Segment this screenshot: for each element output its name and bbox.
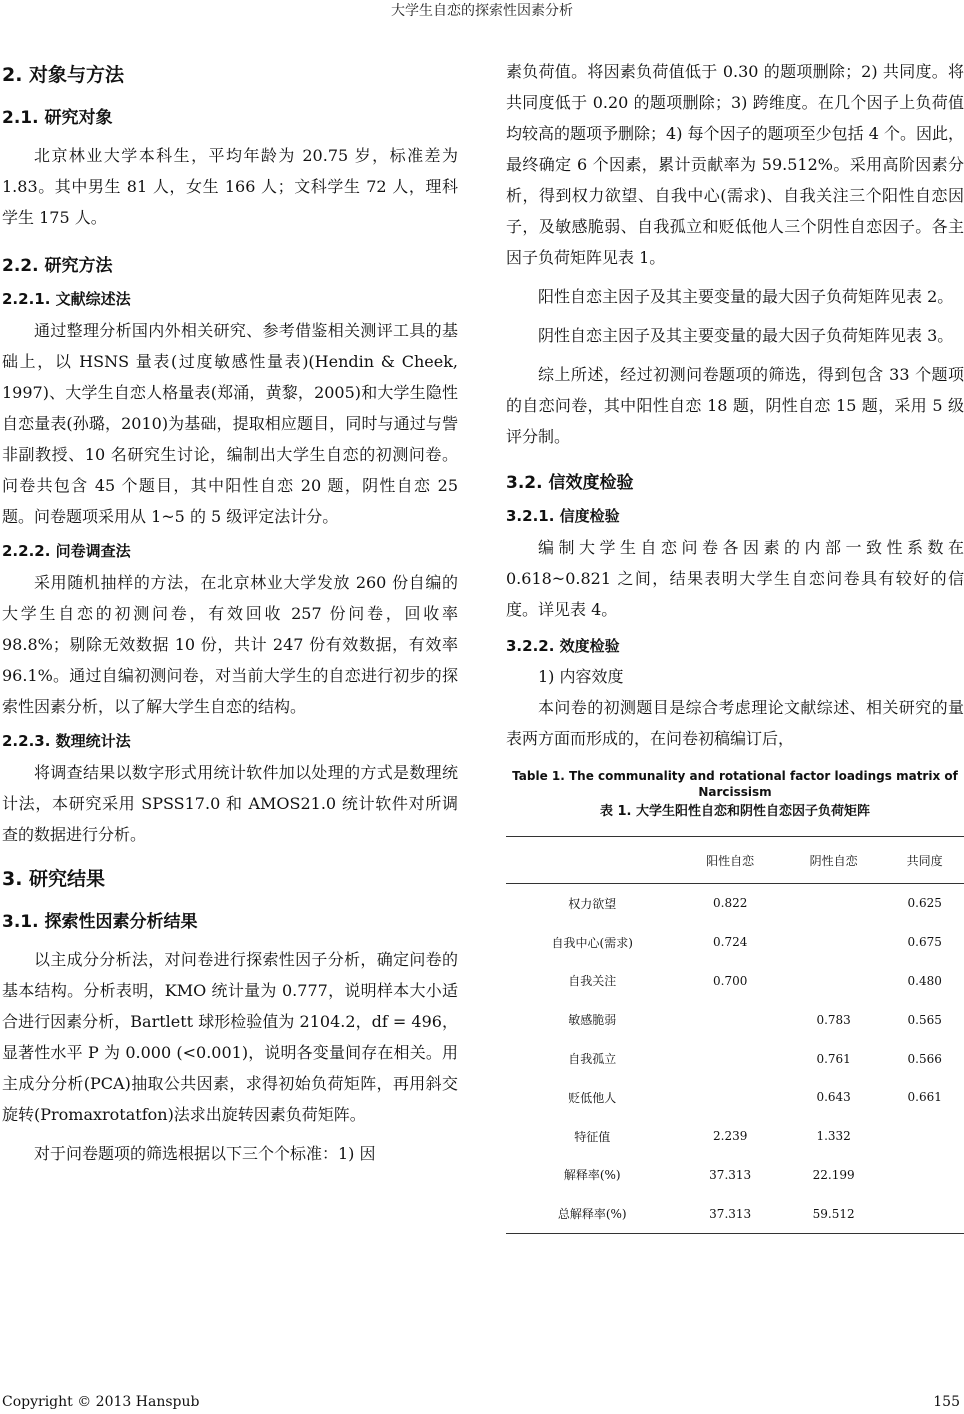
paragraph: 本问卷的初测题目是综合考虑理论文献综述、相关研究的量表两方面而形成的，在问卷初稿编订后， xyxy=(506,698,964,748)
table-cell: 0.565 xyxy=(907,1012,942,1027)
table-row-label: 自我关注 xyxy=(568,974,617,989)
table-row-label: 权力欲望 xyxy=(568,896,617,911)
section-3-2-2-heading: 3.2.2. 效度检验 xyxy=(506,637,620,655)
paragraph: 阴性自恋主因子及其主要变量的最大因子负荷矩阵见表 3。 xyxy=(538,326,954,345)
left-column xyxy=(2,56,458,1177)
table-row xyxy=(506,962,964,1001)
paragraph: 素负荷值。将因素负荷值低于 0.30 的题项删除；2) 共同度。将共同度低于 0.20 的题项删除；3) 跨维度。在几个因子上负荷值均较高的题项予删除；4) 每个因子的题项至少包括 4 个。因此，最终确定 6 个因素，累计贡献率为 59.512%。采用高阶因素分析，得到权力欲望、自我中心(需求)、自我关注三个阳性自恋因子，及敏感脆弱、自我孤立和贬低他人三个阴性自恋因子。各主因子负荷矩阵见表 1。 xyxy=(506,62,964,267)
table-caption-en: Table 1. The communality and rotational factor loadings matrix of Narcissism xyxy=(512,769,958,799)
table-row xyxy=(506,884,964,923)
table-cell: 2.239 xyxy=(713,1129,748,1144)
table-cell xyxy=(678,1039,781,1078)
table-cell: 37.313 xyxy=(709,1167,752,1182)
table-cell: 22.199 xyxy=(812,1167,855,1182)
table-row-label: 贬低他人 xyxy=(568,1090,617,1105)
table-cell xyxy=(678,1000,781,1039)
paragraph: 北京林业大学本科生，平均年龄为 20.75 岁，标准差为 1.83。其中男生 81 人，女生 166 人；文科学生 72 人，理科学生 175 人。 xyxy=(2,146,458,227)
table-row-label: 总解释率(%) xyxy=(506,1194,678,1233)
table-cell xyxy=(678,1078,781,1117)
paragraph: 阳性自恋主因子及其主要变量的最大因子负荷矩阵见表 2。 xyxy=(538,287,954,306)
factor-loadings-table xyxy=(506,836,964,1234)
table-cell: 0.643 xyxy=(816,1090,851,1105)
paragraph: 将调查结果以数字形式用统计软件加以处理的方式是数理统计法，本研究采用 SPSS17.0 和 AMOS21.0 统计软件对所调查的数据进行分析。 xyxy=(2,763,458,844)
section-2-1-heading: 2.1. 研究对象 xyxy=(2,108,113,128)
paragraph: 通过整理分析国内外相关研究、参考借鉴相关测评工具的基础上，以 HSNS 量表(过度敏感性量表)(Hendin & Cheek, 1997)、大学生自恋人格量表(郑涌，黄黎，2005)和大学生隐性自恋量表(孙璐，2010)为基础，提取相应题目，同时与通过与訾非副教授、10 名研究生讨论，编制出大学生自恋的初测问卷。问卷共包含 45 个题目，其中阳性自恋 20 题，阴性自恋 25 题。问卷题项采用从 1~5 的 5 级评定法计分。 xyxy=(2,321,458,526)
table-caption xyxy=(506,768,964,822)
section-3-2-heading: 3.2. 信效度检验 xyxy=(506,473,634,493)
section-2-heading: 2. 对象与方法 xyxy=(2,64,125,86)
table-cell: 59.512 xyxy=(782,1194,885,1233)
section-2-2-heading: 2.2. 研究方法 xyxy=(2,256,113,276)
paragraph: 综上所述，经过初测问卷题项的筛选，得到包含 33 个题项的自恋问卷，其中阳性自恋 18 题，阴性自恋 15 题，采用 5 级评分制。 xyxy=(506,365,964,446)
right-column xyxy=(506,56,964,1234)
table-cell xyxy=(885,1117,964,1156)
paragraph: 以主成分分析法，对问卷进行探索性因子分析，确定问卷的基本结构。分析表明，KMO 统计量为 0.777，说明样本大小适合进行因素分析，Bartlett 球形检验值为 2104.2，df = 496，显著性水平 P 为 0.000 (<0.001)，说明各变量间存在相关。用主成分分析(PCA)抽取公共因素，求得初始负荷矩阵，再用斜交旋转(Promaxrotatfon)法求出旋转因素负荷矩阵。 xyxy=(2,950,458,1124)
table-row xyxy=(506,1194,964,1233)
section-3-1-heading: 3.1. 探索性因素分析结果 xyxy=(2,912,198,932)
table-row-label: 自我中心(需求) xyxy=(551,935,633,950)
table-cell: 0.822 xyxy=(713,896,748,911)
paragraph: 采用随机抽样的方法，在北京林业大学发放 260 份自编的大学生自恋的初测问卷，有效回收 257 份问卷，回收率 98.8%；剔除无效数据 10 份，共计 247 份有效数据，有效率 96.1%。通过自编初测问卷，对当前大学生的自恋进行初步的探索性因素分析，以了解大学生自恋的结构。 xyxy=(2,573,458,716)
table-caption-zh: 表 1. 大学生阳性自恋和阴性自恋因子负荷矩阵 xyxy=(599,804,871,819)
table-row xyxy=(506,1039,964,1078)
running-header: 大学生自恋的探索性因素分析 xyxy=(391,3,573,19)
table-cell xyxy=(885,1156,964,1195)
table-cell: 0.480 xyxy=(907,973,942,988)
table-header-cell: 阴性自恋 xyxy=(782,837,885,884)
table-row-label: 特征值 xyxy=(574,1129,611,1144)
table-cell xyxy=(782,923,885,962)
table-cell xyxy=(885,1194,964,1233)
section-3-2-1-heading: 3.2.1. 信度检验 xyxy=(506,507,620,525)
table-header-cell xyxy=(506,837,678,884)
table-cell: 0.566 xyxy=(907,1051,942,1066)
table-row xyxy=(506,1117,964,1156)
paragraph: 编制大学生自恋问卷各因素的内部一致性系数在 0.618~0.821 之间，结果表明大学生自恋问卷具有较好的信度。详见表 4。 xyxy=(506,538,964,619)
table-cell: 0.675 xyxy=(907,935,942,950)
section-3-heading: 3. 研究结果 xyxy=(2,868,106,890)
table-cell: 0.761 xyxy=(816,1051,851,1066)
table-row-label: 解释率(%) xyxy=(563,1168,621,1183)
table-cell: 0.783 xyxy=(816,1012,851,1027)
table-row xyxy=(506,923,964,962)
table-row xyxy=(506,1156,964,1195)
table-cell: 1.332 xyxy=(816,1129,851,1144)
table-row xyxy=(506,1078,964,1117)
table-cell xyxy=(782,962,885,1001)
section-2-2-1-heading: 2.2.1. 文献综述法 xyxy=(2,290,131,308)
list-item: 1) 内容效度 xyxy=(538,667,624,686)
page-number: 155 xyxy=(933,1394,960,1410)
table-cell: 0.700 xyxy=(713,973,748,988)
table-row xyxy=(506,1000,964,1039)
table-cell: 0.724 xyxy=(713,935,748,950)
table-cell: 0.625 xyxy=(907,896,942,911)
table-header-cell: 共同度 xyxy=(885,837,964,884)
section-2-2-2-heading: 2.2.2. 问卷调查法 xyxy=(2,542,131,560)
copyright: Copyright © 2013 Hanspub xyxy=(2,1394,200,1410)
table-cell: 37.313 xyxy=(678,1194,781,1233)
table-cell: 0.661 xyxy=(907,1090,942,1105)
table-row-label: 敏感脆弱 xyxy=(568,1013,617,1028)
page-footer xyxy=(0,1394,964,1414)
table-cell xyxy=(782,884,885,923)
paragraph: 对于问卷题项的筛选根据以下三个个标准：1) 因 xyxy=(34,1144,376,1163)
section-2-2-3-heading: 2.2.3. 数理统计法 xyxy=(2,732,131,750)
table-row-label: 自我孤立 xyxy=(568,1052,617,1067)
table-header-row xyxy=(506,837,964,884)
table-header-cell: 阳性自恋 xyxy=(678,837,781,884)
